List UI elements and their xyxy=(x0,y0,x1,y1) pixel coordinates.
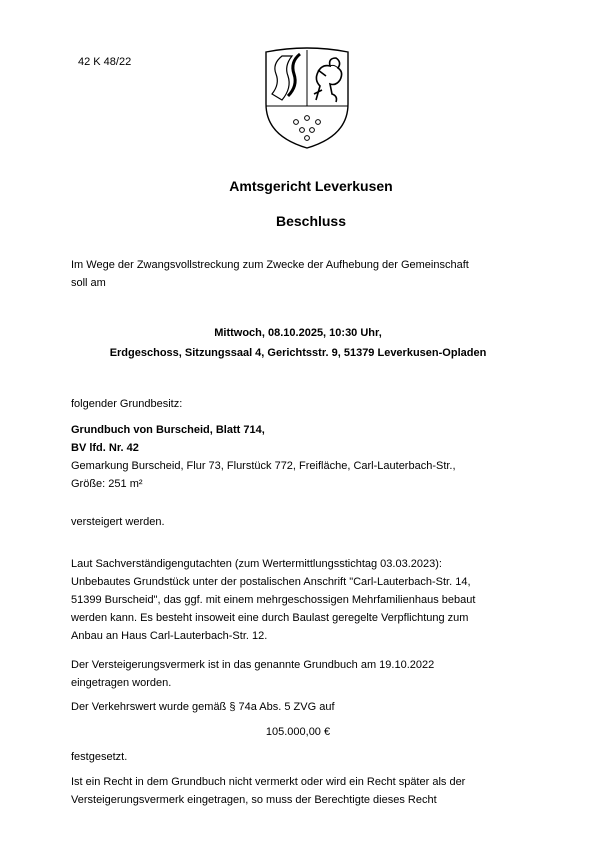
registration-note-line: Der Versteigerungsvermerk ist in das genannte Grundbuch am 19.10.2022 xyxy=(71,659,435,671)
auction-text: versteigert werden. xyxy=(71,516,165,528)
file-number: 42 K 48/22 xyxy=(78,56,132,68)
value-outro: festgesetzt. xyxy=(71,751,128,763)
registration-note xyxy=(71,656,541,692)
value-intro: Der Verkehrswert wurde gemäß § 74a Abs. 5 ZVG auf xyxy=(71,701,335,713)
intro-line: soll am xyxy=(71,277,106,289)
registration-note-line: eingetragen worden. xyxy=(71,677,172,689)
appointment-date-time: Mittwoch, 08.10.2025, 10:30 Uhr, xyxy=(214,327,382,339)
intro-line: Im Wege der Zwangsvollstreckung zum Zwecke der Aufhebung der Gemeinschaft xyxy=(71,259,469,271)
intro-paragraph xyxy=(71,256,541,292)
expert-report-paragraph xyxy=(71,555,541,645)
expert-report-line: 51399 Burscheid", das ggf. mit einem mehrgeschossigen Mehrfamilienhaus bebaut xyxy=(71,594,476,606)
rights-note-line: Versteigerungsvermerk eingetragen, so muss der Berechtigte dieses Recht xyxy=(71,794,437,806)
property-size: Größe: 251 m² xyxy=(71,478,143,490)
document-title: Beschluss xyxy=(275,213,347,229)
property-label: folgender Grundbesitz: xyxy=(71,398,183,410)
rights-note xyxy=(71,773,541,809)
property-entry: BV lfd. Nr. 42 xyxy=(71,442,139,454)
expert-report-line: werden kann. Es besteht insoweit eine durch Baulast geregelte Verpflichtung zum xyxy=(71,612,469,624)
nrw-coat-of-arms-icon xyxy=(258,46,356,150)
expert-report-line: Anbau an Haus Carl-Lauterbach-Str. 12. xyxy=(71,630,268,642)
property-block xyxy=(71,421,541,493)
expert-report-line: Laut Sachverständigengutachten (zum Wertermittlungsstichtag 03.03.2023): xyxy=(71,558,442,570)
rights-note-line: Ist ein Recht in dem Grundbuch nicht vermerkt oder wird ein Recht später als der xyxy=(71,776,466,788)
property-description: Gemarkung Burscheid, Flur 73, Flurstück 772, Freifläche, Carl-Lauterbach-Str., xyxy=(71,460,456,472)
expert-report-line: Unbebautes Grundstück unter der postalischen Anschrift "Carl-Lauterbach-Str. 14, xyxy=(71,576,471,588)
property-register: Grundbuch von Burscheid, Blatt 714, xyxy=(71,424,265,436)
market-value: 105.000,00 € xyxy=(265,726,331,738)
appointment-location: Erdgeschoss, Sitzungssaal 4, Gerichtsstr. 9, 51379 Leverkusen-Opladen xyxy=(109,347,487,359)
court-name: Amtsgericht Leverkusen xyxy=(229,178,393,194)
